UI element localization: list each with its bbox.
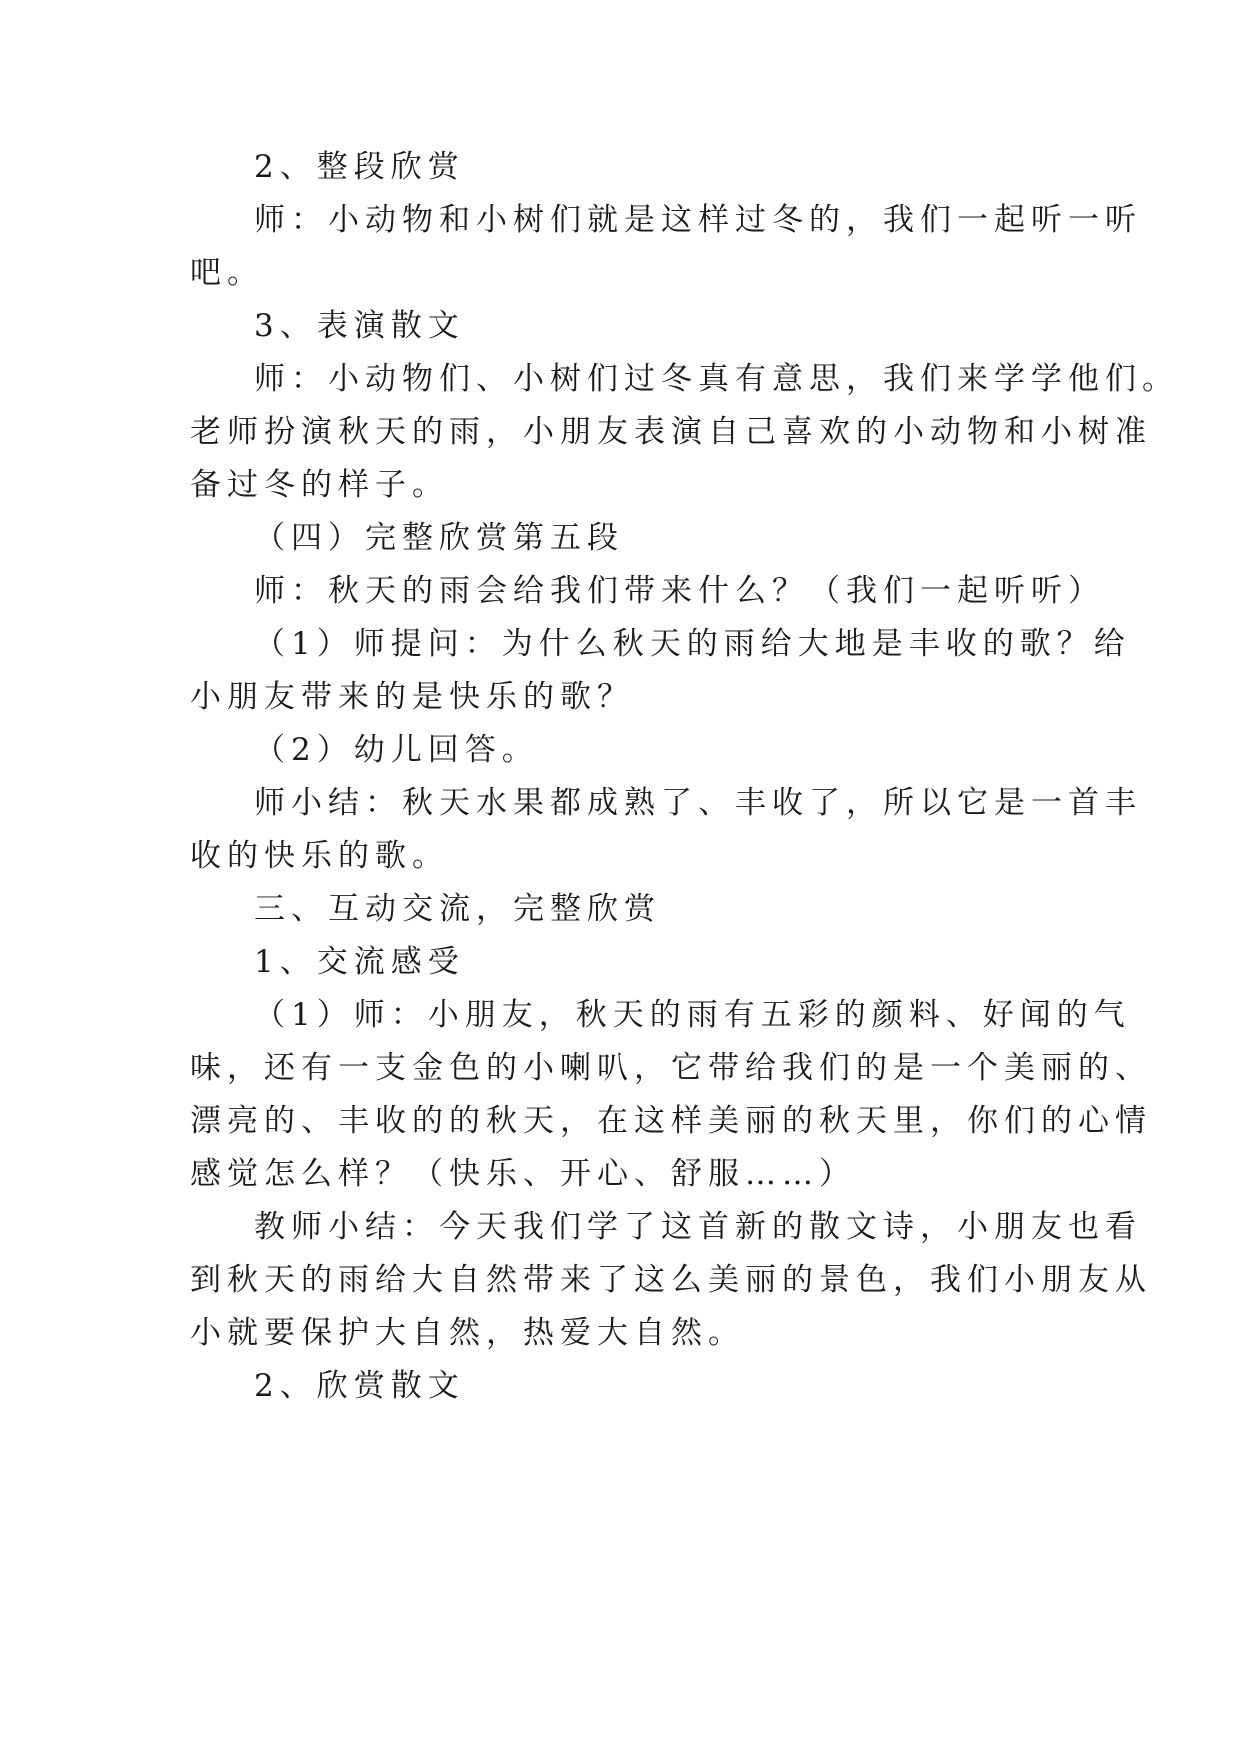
paragraph-line: （1）师提问：为什么秋天的雨给大地是丰收的歌？给 — [254, 626, 1131, 662]
section-heading-perform-prose: 3、表演散文 — [254, 308, 465, 344]
paragraph-line: 味，还有一支金色的小喇叭，它带给我们的是一个美丽的、 — [190, 1050, 1152, 1086]
section-heading-part-three: 三、互动交流，完整欣赏 — [254, 891, 661, 927]
paragraph-line: 漂亮的、丰收的的秋天，在这样美丽的秋天里，你们的心情 — [190, 1103, 1152, 1139]
paragraph-line: 老师扮演秋天的雨，小朋友表演自己喜欢的小动物和小树准 — [190, 414, 1152, 450]
section-heading-part-four: （四）完整欣赏第五段 — [254, 520, 624, 556]
paragraph-line: 感觉怎么样？（快乐、开心、舒服……） — [190, 1156, 856, 1192]
section-heading-appreciate-prose: 2、欣赏散文 — [254, 1368, 465, 1404]
paragraph-line: 小就要保护大自然，热爱大自然。 — [190, 1315, 745, 1351]
section-heading-share-feelings: 1、交流感受 — [254, 944, 465, 980]
paragraph-line: 师：秋天的雨会给我们带来什么？（我们一起听听） — [254, 573, 1105, 609]
section-heading-whole-appreciation: 2、整段欣赏 — [254, 149, 465, 185]
paragraph-line: 师：小动物们、小树们过冬真有意思，我们来学学他们。 — [254, 361, 1179, 397]
paragraph-line: 收的快乐的歌。 — [190, 838, 449, 874]
paragraph-line: 备过冬的样子。 — [190, 467, 449, 503]
paragraph-line: 吧。 — [190, 255, 264, 291]
paragraph-line: 小朋友带来的是快乐的歌？ — [190, 679, 634, 715]
paragraph-line: 到秋天的雨给大自然带来了这么美丽的景色，我们小朋友从 — [190, 1262, 1152, 1298]
paragraph-line: 师：小动物和小树们就是这样过冬的，我们一起听一听 — [254, 202, 1142, 238]
paragraph-line: 教师小结：今天我们学了这首新的散文诗，小朋友也看 — [254, 1209, 1142, 1245]
paragraph-line: （1）师：小朋友，秋天的雨有五彩的颜料、好闻的气 — [254, 997, 1131, 1033]
paragraph-line: 师小结：秋天水果都成熟了、丰收了，所以它是一首丰 — [254, 785, 1142, 821]
paragraph-line: （2）幼儿回答。 — [254, 732, 539, 768]
